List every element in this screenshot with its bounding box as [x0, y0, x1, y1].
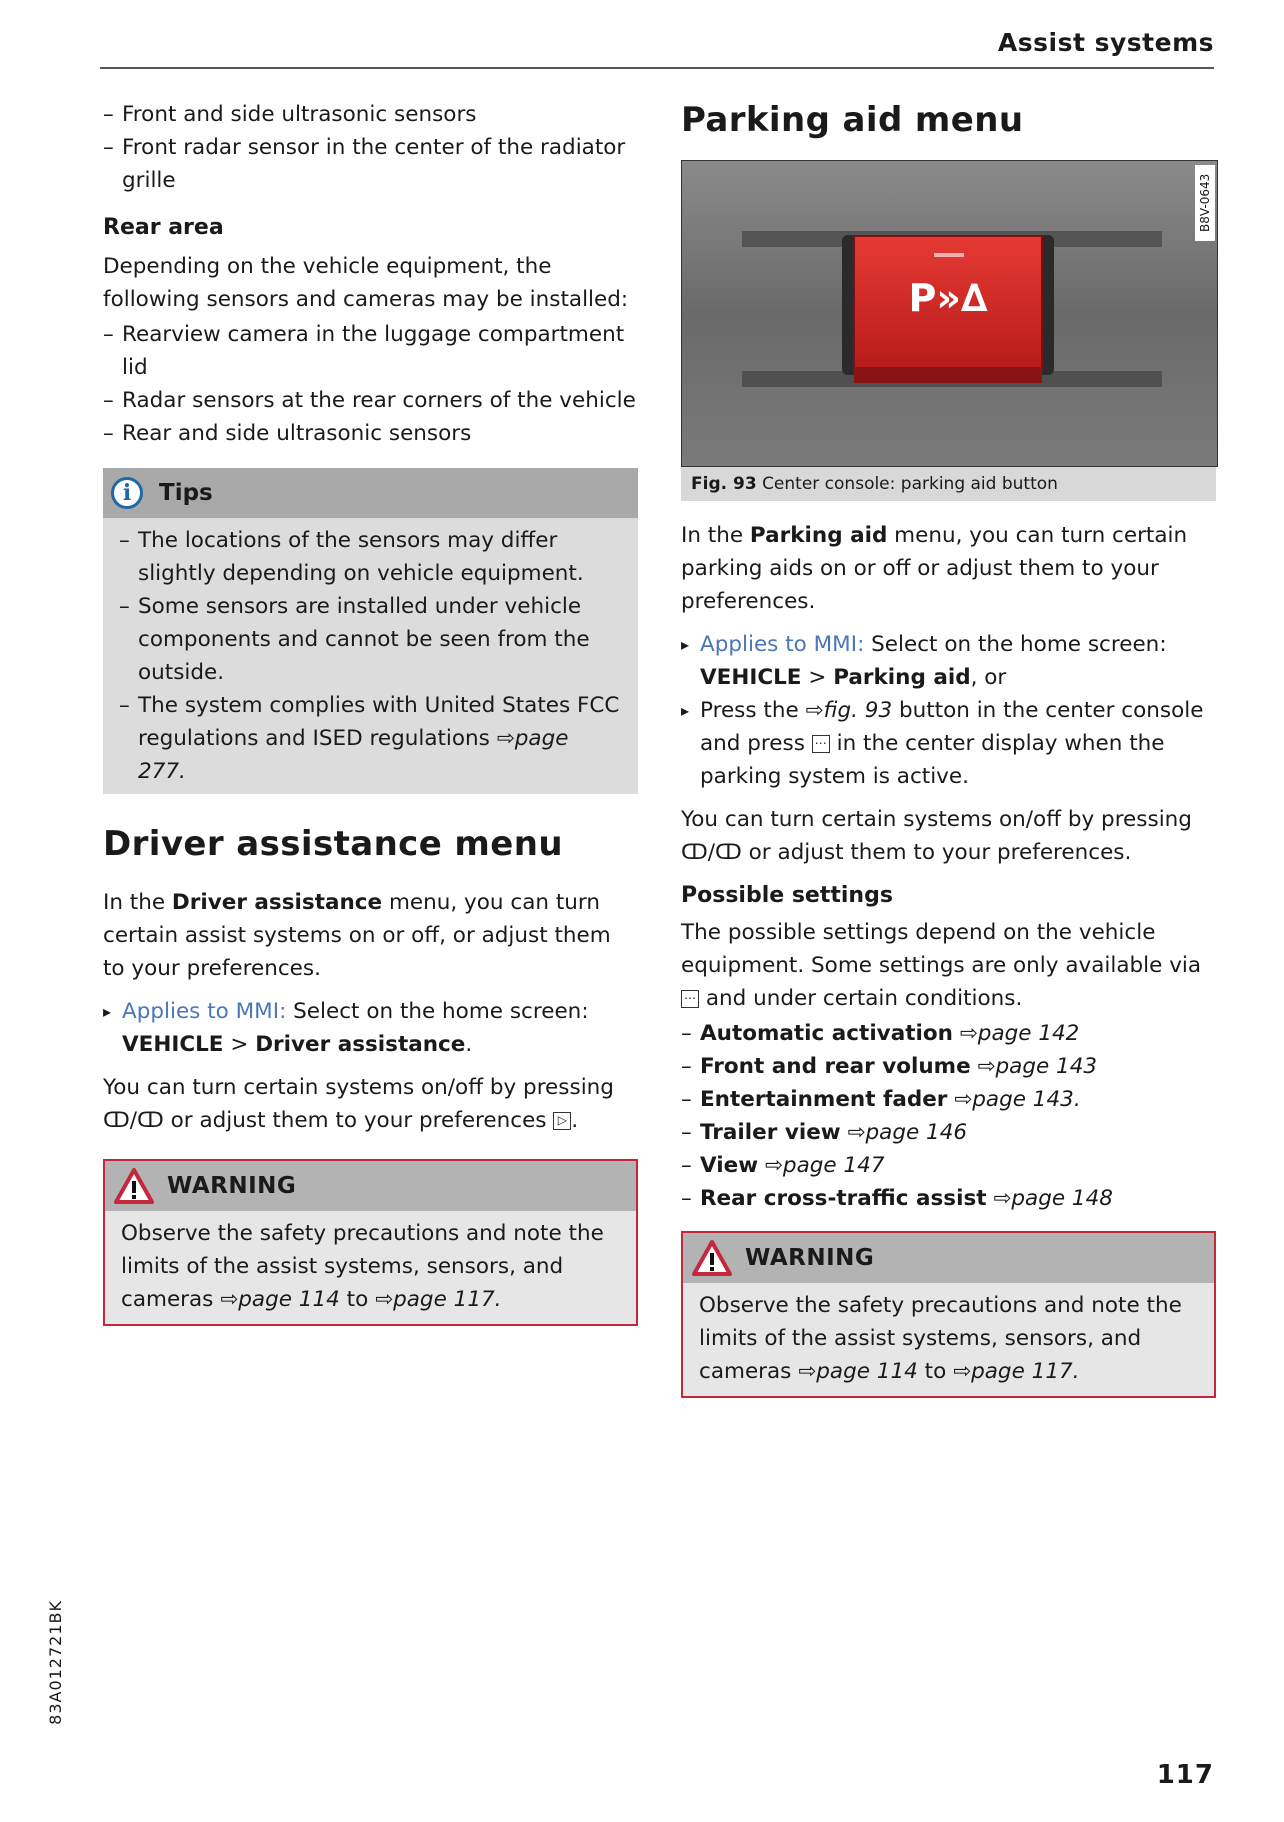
warning-icon [113, 1167, 155, 1205]
tips-item [119, 689, 622, 788]
possible-settings-heading: Possible settings [681, 883, 893, 908]
list-item: – Front radar sensor in the center of the radiator grille [103, 131, 638, 197]
toggle-symbol: ↀ/ↀ [681, 840, 742, 865]
figure-caption: Fig. 93 Center console: parking aid button [681, 467, 1216, 501]
settings-list [681, 1017, 1216, 1215]
rear-area-intro: Depending on the vehicle equipment, the following sensors and cameras may be installed: [103, 254, 629, 312]
possible-settings-intro: The possible settings depend on the vehicle equipment. Some settings are only available via ⋯ and under certain conditions. [681, 920, 1202, 1011]
warning-label: WARNING [745, 1245, 875, 1271]
page-header-title: Assist systems [997, 28, 1214, 57]
document-code: 83A012721BK [46, 1600, 65, 1725]
rear-area-heading: Rear area [103, 215, 224, 240]
setting-item: – Entertainment fader ⇨page 143. [681, 1083, 1216, 1116]
warning-box [103, 1159, 638, 1326]
list-item: – Front and side ultrasonic sensors [103, 98, 638, 131]
parking-aid-intro: In the Parking aid menu, you can turn certain parking aids on or off or adjust them to your preferences. [681, 523, 1188, 614]
tips-label: Tips [159, 480, 213, 506]
list-item: – Rear and side ultrasonic sensors [103, 417, 638, 450]
driver-assistance-intro: In the Driver assistance menu, you can turn certain assist systems on or off, or adjust them to your preferences. [103, 890, 611, 981]
info-icon: i [111, 477, 143, 509]
parking-aid-press-instruction: ▸ Press the ⇨fig. 93 button in the center console and press ⋯ in the center display when the parking system is active. [681, 694, 1216, 793]
parking-button-symbol: P»∆ [908, 276, 988, 320]
warning-label: WARNING [167, 1173, 297, 1199]
tips-box [103, 468, 638, 794]
next-key-icon: ▷ [553, 1112, 571, 1130]
setting-item: – Rear cross-traffic assist ⇨page 148 [681, 1182, 1216, 1215]
driver-assistance-instruction: ▸ Applies to MMI: Select on the home screen: VEHICLE > Driver assistance. [103, 995, 638, 1061]
right-column [681, 100, 1216, 1398]
warning-body: Observe the safety precautions and note the limits of the assist systems, sensors, and cameras ⇨page 114 to ⇨page 117. [699, 1293, 1182, 1384]
list-item: – Rearview camera in the luggage compartment lid [103, 318, 638, 384]
parking-aid-figure [681, 160, 1218, 467]
driver-assistance-toggle-text: You can turn certain systems on/off by pressing ↀ/ↀ or adjust them to your preferences ▷ . [103, 1075, 614, 1133]
parking-aid-toggle-text: You can turn certain systems on/off by pressing ↀ/ↀ or adjust them to your preferences. [681, 807, 1192, 865]
menu-key-icon: ⋯ [812, 735, 830, 753]
warning-header [105, 1161, 636, 1211]
setting-item: – Automatic activation ⇨page 142 [681, 1017, 1216, 1050]
tips-item: – The locations of the sensors may differ slightly depending on vehicle equipment. [119, 524, 622, 590]
driver-assistance-title: Driver assistance menu [103, 824, 563, 864]
tips-header [103, 468, 638, 518]
parking-aid-button-image [682, 161, 1217, 466]
tips-body [103, 518, 638, 794]
list-item: – Radar sensors at the rear corners of the vehicle [103, 384, 638, 417]
parking-aid-title: Parking aid menu [681, 100, 1024, 140]
tips-item-text: The system complies with United States FCC regulations and ISED regulations [138, 693, 620, 751]
page-reference: ⇨page 277. [138, 726, 569, 784]
parking-aid-instruction: ▸ Applies to MMI: Select on the home screen: VEHICLE > Parking aid, or [681, 628, 1216, 694]
setting-item: – Front and rear volume ⇨page 143 [681, 1050, 1216, 1083]
setting-item: – View ⇨page 147 [681, 1149, 1216, 1182]
page-number: 117 [1156, 1760, 1214, 1790]
warning-header [683, 1233, 1214, 1283]
warning-icon [691, 1239, 733, 1277]
header-divider [100, 67, 1214, 69]
setting-item: – Trailer view ⇨page 146 [681, 1116, 1216, 1149]
warning-box [681, 1231, 1216, 1398]
tips-item: – Some sensors are installed under vehicle components and cannot be seen from the outside. [119, 590, 622, 689]
menu-key-icon: ⋯ [681, 990, 699, 1008]
left-column [103, 98, 638, 1326]
warning-body: Observe the safety precautions and note the limits of the assist systems, sensors, and cameras ⇨page 114 to ⇨page 117. [121, 1221, 604, 1312]
toggle-symbol: ↀ/ↀ [103, 1108, 164, 1133]
figure-code: B8V-0643 [1195, 165, 1215, 241]
